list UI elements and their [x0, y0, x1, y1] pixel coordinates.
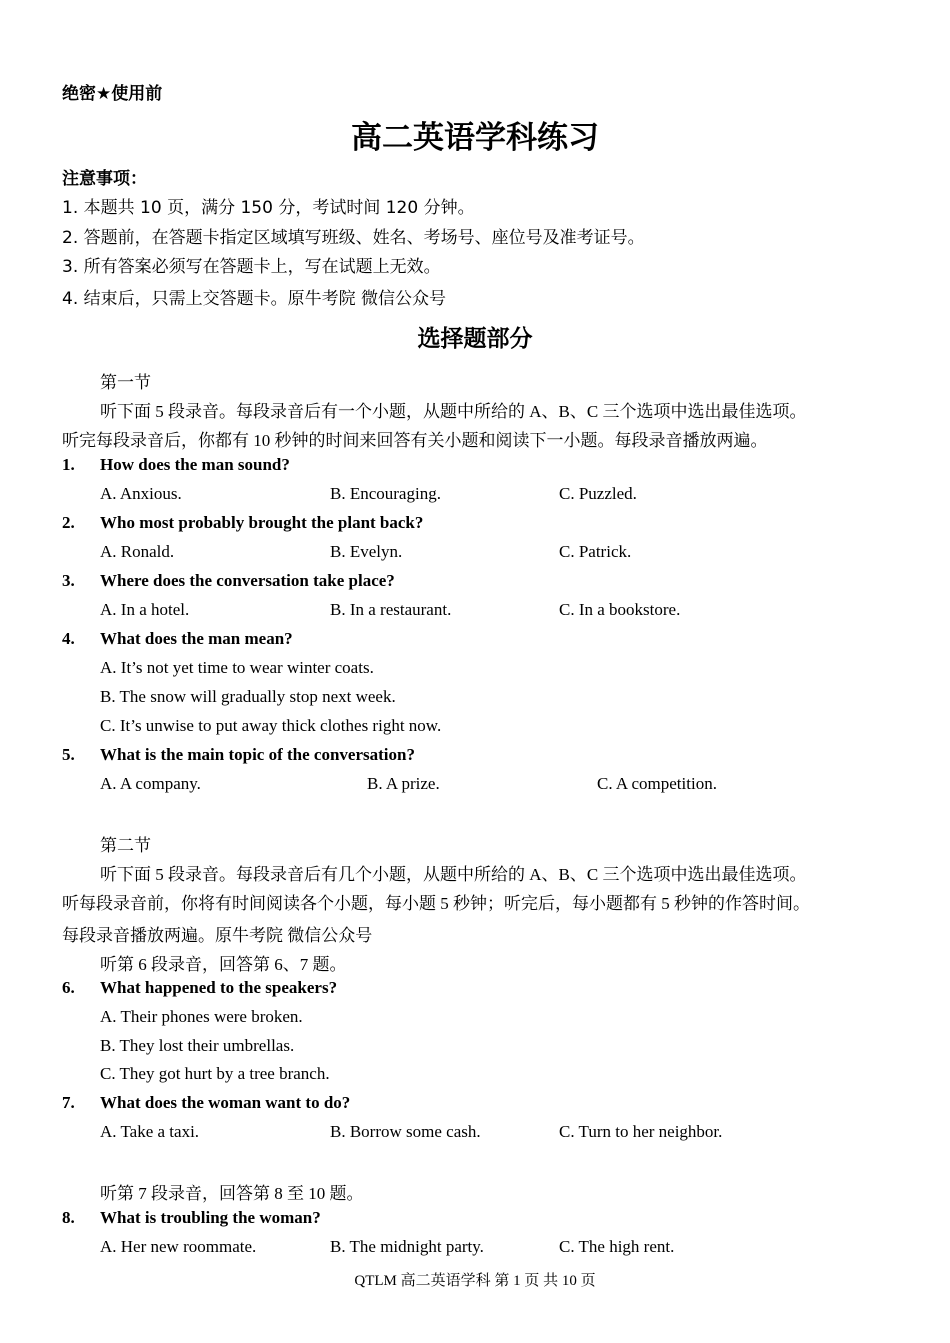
section-title: 选择题部分 — [417, 326, 533, 351]
part1-instructions: 听下面 5 段录音。每段录音后有一个小题，从题中所给的 A、B、C 三个选项中选出最佳选项。 — [100, 402, 807, 421]
question-number: 3. — [62, 571, 75, 590]
audio-intro: 听第 7 段录音，回答第 8 至 10 题。 — [100, 1184, 364, 1203]
option-c: C. Turn to her neighbor. — [559, 1122, 723, 1141]
notice-item: 4. 结束后，只需上交答题卡。原牛考院 微信公众号 — [62, 289, 447, 309]
question-number: 1. — [62, 455, 75, 474]
question-number: 7. — [62, 1093, 75, 1112]
option-b: B. Evelyn. — [330, 542, 403, 561]
option-a: A. Take a taxi. — [100, 1122, 200, 1141]
question-text: What is the main topic of the conversation? — [100, 745, 415, 764]
option-b: B. The snow will gradually stop next week. — [100, 687, 396, 706]
question-number: 5. — [62, 745, 75, 764]
option-a: A. Their phones were broken. — [100, 1007, 303, 1026]
question-text: What does the woman want to do? — [100, 1093, 351, 1112]
part1-label: 第一节 — [100, 373, 151, 392]
question-number: 6. — [62, 978, 75, 997]
option-c: C. They got hurt by a tree branch. — [100, 1064, 330, 1083]
part2-instructions: 听每段录音前，你将有时间阅读各个小题，每小题 5 秒钟；听完后，每小题都有 5 秒钟的作答时间。 — [62, 894, 810, 913]
part1-instructions: 听完每段录音后，你都有 10 秒钟的时间来回答有关小题和阅读下一小题。每段录音播放两遍。 — [62, 431, 768, 450]
question-text: What happened to the speakers? — [100, 978, 338, 997]
question-text: Where does the conversation take place? — [100, 571, 395, 590]
question-text: What does the man mean? — [100, 629, 293, 648]
notice-item: 3. 所有答案必须写在答题卡上，写在试题上无效。 — [62, 257, 441, 277]
option-c: C. In a bookstore. — [559, 600, 681, 619]
option-a: A. Ronald. — [100, 542, 175, 561]
option-c: C. A competition. — [597, 774, 717, 793]
option-b: B. The midnight party. — [330, 1237, 484, 1256]
option-c: C. Patrick. — [559, 542, 632, 561]
option-c: C. Puzzled. — [559, 484, 637, 503]
option-b: B. They lost their umbrellas. — [100, 1036, 295, 1055]
audio-intro: 听第 6 段录音，回答第 6、7 题。 — [100, 955, 347, 974]
question-text: What is troubling the woman? — [100, 1208, 321, 1227]
option-b: B. A prize. — [367, 774, 440, 793]
part2-label: 第二节 — [100, 836, 151, 855]
question-number: 8. — [62, 1208, 75, 1227]
option-b: B. Encouraging. — [330, 484, 441, 503]
option-c: C. The high rent. — [559, 1237, 675, 1256]
question-text: How does the man sound? — [100, 455, 290, 474]
option-b: B. Borrow some cash. — [330, 1122, 481, 1141]
option-a: A. Anxious. — [100, 484, 182, 503]
question-number: 4. — [62, 629, 75, 648]
option-b: B. In a restaurant. — [330, 600, 452, 619]
option-a: A. Her new roommate. — [100, 1237, 257, 1256]
option-c: C. It’s unwise to put away thick clothes right now. — [100, 716, 442, 735]
option-a: A. In a hotel. — [100, 600, 190, 619]
option-a: A. It’s not yet time to wear winter coats. — [100, 658, 374, 677]
part2-instructions: 听下面 5 段录音。每段录音后有几个小题，从题中所给的 A、B、C 三个选项中选出最佳选项。 — [100, 865, 807, 884]
question-text: Who most probably brought the plant back? — [100, 513, 424, 532]
part2-instructions: 每段录音播放两遍。原牛考院 微信公众号 — [62, 926, 373, 945]
question-number: 2. — [62, 513, 75, 532]
page-title: 高二英语学科练习 — [351, 120, 599, 155]
secret-mark: 绝密★使用前 — [62, 84, 163, 104]
notice-heading: 注意事项： — [62, 169, 147, 189]
option-a: A. A company. — [100, 774, 201, 793]
notice-item: 2. 答题前，在答题卡指定区域填写班级、姓名、考场号、座位号及准考证号。 — [62, 228, 645, 248]
notice-item: 1. 本题共 10 页，满分 150 分，考试时间 120 分钟。 — [62, 198, 475, 218]
page-footer: QTLM 高二英语学科 第 1 页 共 10 页 — [354, 1273, 596, 1289]
